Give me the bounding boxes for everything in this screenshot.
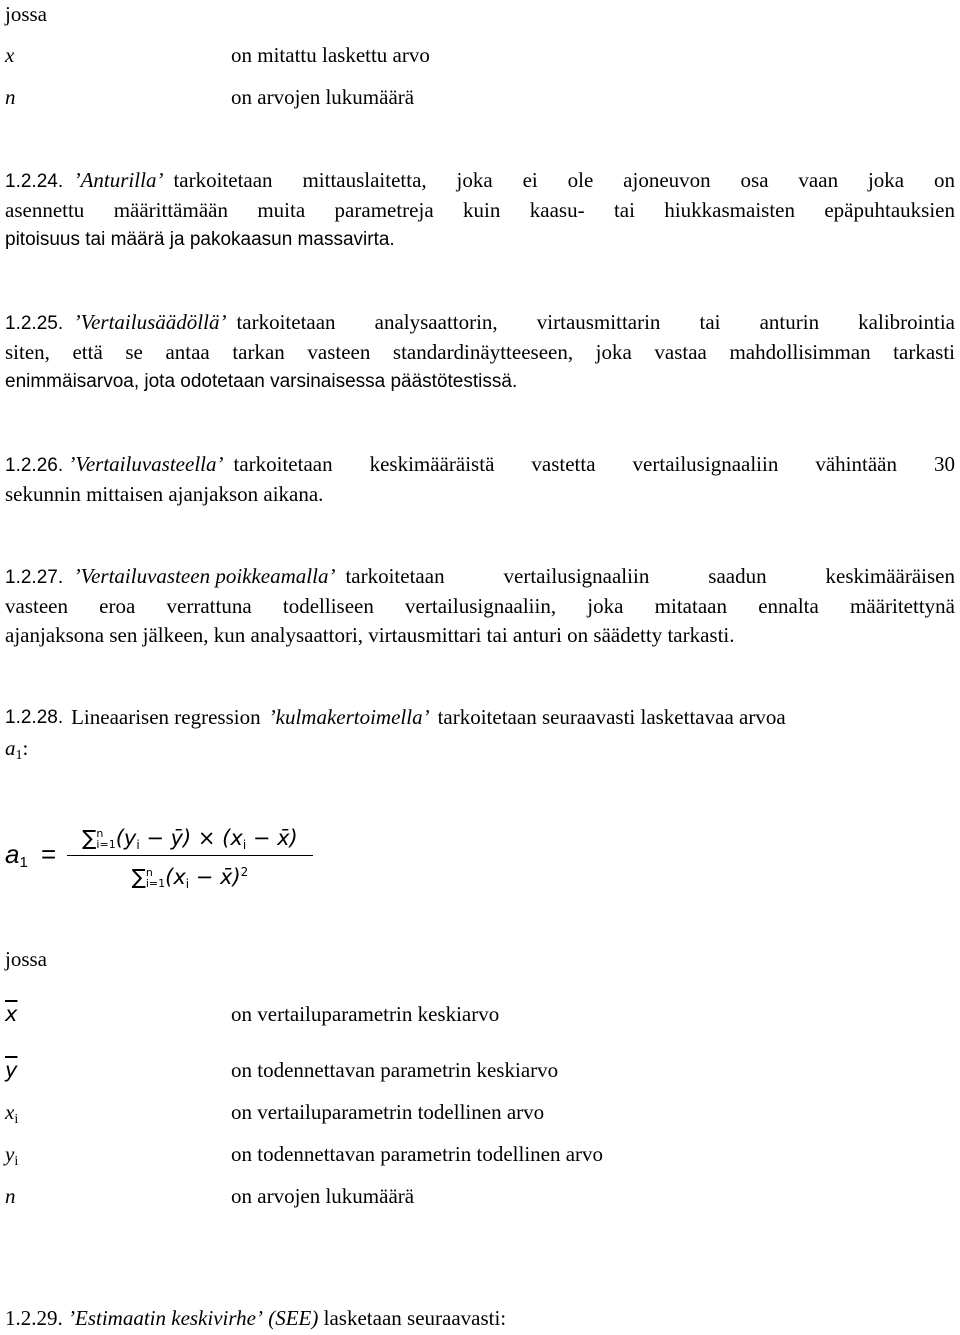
def-desc-y-bar: on todennettavan parametrin keskiarvo bbox=[231, 1058, 559, 1082]
paragraph-1-2-25 bbox=[5, 308, 955, 396]
def-desc-n: on arvojen lukumäärä bbox=[231, 85, 415, 109]
line-text: tarkoitetaan analysaattorin, virtausmittarin tai anturin kalibrointia bbox=[236, 310, 955, 334]
line-text: asennettu määrittämään muita parametreja kuin kaasu- tai hiukkasmaisten epäpuhtauksien bbox=[5, 198, 955, 222]
denominator-term: (x bbox=[165, 865, 186, 889]
def-desc-n-bottom: on arvojen lukumäärä bbox=[231, 1184, 415, 1208]
colon: : bbox=[22, 736, 29, 760]
line-text: pitoisuus tai määrä ja pakokaasun massavirta. bbox=[5, 229, 395, 250]
defined-term: ’Vertailuvasteella’ bbox=[68, 452, 224, 476]
def-desc-y-i: on todennettavan parametrin todellinen arvo bbox=[231, 1142, 604, 1166]
section-number: 1.2.27. bbox=[5, 567, 64, 588]
paragraph-1-2-29 bbox=[5, 1304, 506, 1333]
numerator-term: − x̄) bbox=[246, 826, 298, 850]
def-desc-x: on mitattu laskettu arvo bbox=[231, 43, 430, 67]
sum-upper-limit: n bbox=[96, 827, 104, 840]
line-text: siten, että se antaa tarkan vasteen standardinäytteeseen, joka vastaa mahdollisimman tarkasti bbox=[5, 340, 955, 364]
defined-term: ’Anturilla’ bbox=[73, 168, 164, 192]
numerator-term: − ȳ) × (x bbox=[139, 826, 243, 850]
line-text: tarkoitetaan keskimääräistä vastetta vertailusignaaliin vähintään 30 bbox=[233, 452, 955, 476]
denominator-term: − x̄) bbox=[189, 865, 241, 889]
def-symbol-x-bar: $\overline{x}$ bbox=[5, 1002, 18, 1026]
paragraph-1-2-26 bbox=[5, 450, 955, 509]
line-text: enimmäisarvoa, jota odotetaan varsinaisessa päästötestissä. bbox=[5, 371, 518, 392]
exponent: 2 bbox=[240, 865, 249, 879]
formula-lhs-sub: 1 bbox=[19, 854, 28, 871]
formula-numerator bbox=[65, 826, 315, 850]
abbreviation: (SEE) bbox=[268, 1306, 319, 1330]
def-symbol-n-bottom: n bbox=[5, 1184, 16, 1208]
line-text: Lineaarisen regression bbox=[71, 705, 261, 729]
defined-term: ’kulmakertoimella’ bbox=[268, 705, 430, 729]
slope-formula bbox=[5, 820, 325, 895]
formula-equals: = bbox=[41, 839, 57, 869]
index-i: i bbox=[136, 838, 140, 852]
section-number: 1.2.28. bbox=[5, 707, 64, 728]
line-text: vasteen eroa verrattuna todelliseen vertailusignaaliin, joka mitataan ennalta määritettynä bbox=[5, 594, 955, 618]
section-number: 1.2.29. bbox=[5, 1306, 63, 1330]
sum-symbol: ∑ bbox=[82, 826, 97, 850]
sum-lower-limit: i=1 bbox=[145, 877, 166, 890]
def-symbol-n: n bbox=[5, 85, 16, 109]
formula-denominator bbox=[65, 860, 315, 889]
paragraph-1-2-24 bbox=[5, 166, 955, 254]
defined-term: ’Estimaatin keskivirhe’ bbox=[68, 1306, 263, 1330]
line-text: tarkoitetaan seuraavasti laskettavaa arvoa bbox=[437, 705, 786, 729]
index-i: i bbox=[185, 877, 190, 891]
numerator-term: (y bbox=[115, 826, 137, 850]
sum-upper-limit: n bbox=[145, 866, 153, 879]
defined-term: ’Vertailusäädöllä’ bbox=[73, 310, 227, 334]
def-symbol-x-i: $x_i$ bbox=[5, 1100, 19, 1127]
section-number: 1.2.24. bbox=[5, 171, 64, 192]
sum-lower-limit: i=1 bbox=[96, 838, 116, 851]
def-desc-x-i: on vertailuparametrin todellinen arvo bbox=[231, 1100, 545, 1124]
jossa-label-bottom: jossa bbox=[5, 947, 47, 971]
sum-symbol: ∑ bbox=[131, 865, 146, 889]
section-number: 1.2.26. bbox=[5, 455, 64, 476]
def-symbol-x: x bbox=[5, 43, 15, 67]
line-text: ajanjaksona sen jälkeen, kun analysaattori, virtausmittari tai anturi on säädetty tarkasti. bbox=[5, 623, 735, 647]
def-symbol-y-i: $y_i$ bbox=[5, 1142, 19, 1169]
line-text: sekunnin mittaisen ajanjakson aikana. bbox=[5, 482, 324, 506]
line-text: tarkoitetaan mittauslaitetta, joka ei ole ajoneuvon osa vaan joka on bbox=[173, 168, 955, 192]
jossa-label-top: jossa bbox=[5, 2, 47, 26]
formula-lhs: a bbox=[5, 839, 20, 869]
section-number: 1.2.25. bbox=[5, 313, 64, 334]
index-i: i bbox=[242, 838, 247, 852]
paragraph-1-2-27 bbox=[5, 562, 955, 650]
fraction-bar bbox=[67, 855, 313, 856]
line-text: lasketaan seuraavasti: bbox=[323, 1306, 507, 1330]
variable-subscript: 1 bbox=[15, 748, 23, 763]
def-symbol-y-bar: $\overline{y}$ bbox=[5, 1058, 18, 1082]
line-text: tarkoitetaan vertailusignaaliin saadun keskimääräisen bbox=[345, 564, 955, 588]
variable-a: a bbox=[5, 736, 16, 760]
paragraph-1-2-28 bbox=[5, 703, 955, 763]
defined-term: ’Vertailuvasteen poikkeamalla’ bbox=[73, 564, 336, 588]
def-desc-x-bar: on vertailuparametrin keskiarvo bbox=[231, 1002, 500, 1026]
